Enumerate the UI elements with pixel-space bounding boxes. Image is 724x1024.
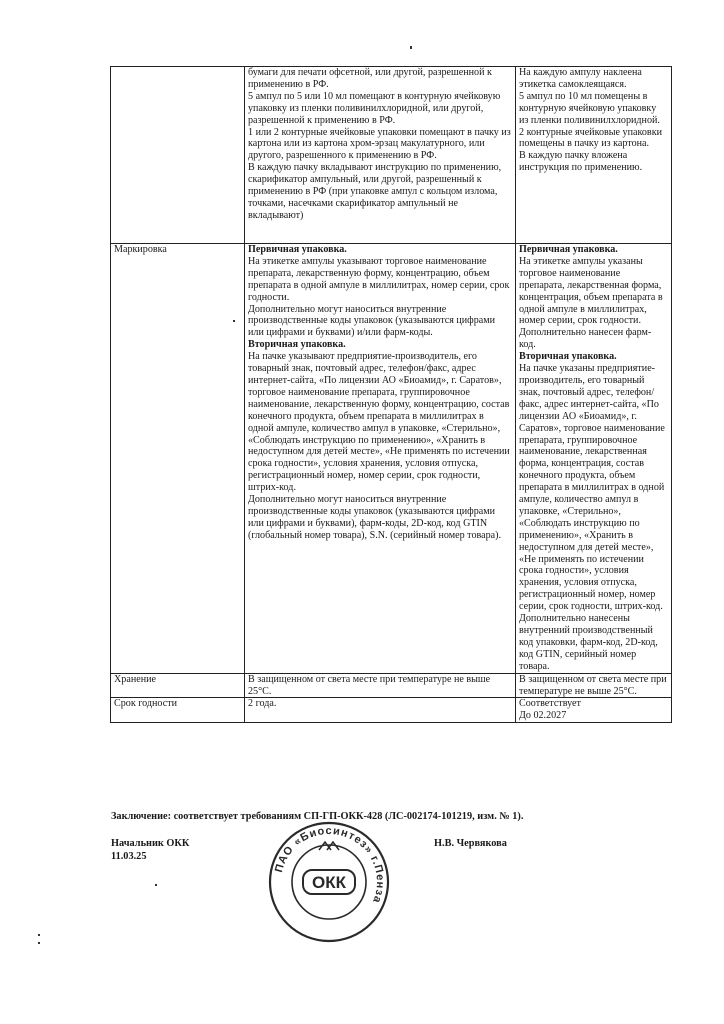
table-row-storage bbox=[111, 673, 672, 698]
okk-stamp bbox=[267, 820, 391, 944]
packaging-res-para: В каждую пачку вложена инструкция по применению. bbox=[519, 150, 643, 174]
marking-req-para: На пачке указывают предприятие-производитель, его товарный знак, почтовый адрес, телефон/факс, адрес интернет-сайта, «По лицензии АО «Биоамид», г. Саратов», торговое наименование препарата, группировочное наименование, лекарственную форму, концентрацию, состав конечного продукта, объем препарата в миллилитрах в одной ампуле, количество ампул в упаковке, «Стерильно», «Соблюдать инструкцию по применению», «Хранить в недоступном для детей месте», «Не применять по истечении срока годности», условия хранения, условия отпуска, регистрационный номер, номер серии, срок годности, штрих-код. bbox=[248, 351, 510, 494]
packaging-res-para: 2 контурные ячейковые упаковки помещены в пачку из картона. bbox=[519, 126, 662, 150]
signature-date: 11.03.25 bbox=[111, 850, 147, 862]
cell-marking-requirement bbox=[245, 244, 516, 674]
marking-res-para: Дополнительно нанесен фарм-код. bbox=[519, 327, 652, 351]
specification-table bbox=[110, 66, 672, 723]
scan-speck bbox=[155, 884, 157, 886]
marking-req-para: Дополнительно могут наноситься внутренние производственные коды упаковок (указываются цифрами или цифрами и буквами) и/или фарм-коды. bbox=[248, 303, 496, 339]
marking-req-para: Дополнительно могут наноситься внутренние производственные коды упаковок (указываются цифрами или цифрами и буквами), фарм-коды, 2D-код, код GTIN (глобальный номер товара), S.N. (серийный номер товара). bbox=[248, 494, 502, 541]
packaging-res-para: На каждую ампулу наклеена этикетка самоклеящаяся. bbox=[519, 67, 642, 90]
scan-speck bbox=[410, 46, 412, 49]
cell-shelf-life-result bbox=[516, 698, 672, 723]
marking-res-para: Дополнительно нанесены внутренний производственный код упаковки, фарм-код, 2D-код, код GTIN, серийный номер товара. bbox=[519, 613, 658, 672]
signer-name: Н.В. Червякова bbox=[434, 838, 507, 849]
table-row-packaging bbox=[111, 67, 672, 244]
cell-packaging-result bbox=[516, 67, 672, 244]
cell-label-empty bbox=[111, 67, 245, 244]
conclusion-text: Заключение: соответствует требованиям СП-ГП-ОКК-428 (ЛС-002174-101219, изм. № 1). bbox=[111, 811, 524, 822]
shelf-life-status: Соответствует bbox=[519, 698, 581, 710]
cell-storage-requirement: В защищенном от света месте при температуре не выше 25°С. bbox=[245, 673, 516, 698]
marking-req-para: На этикетке ампулы указывают торговое наименование препарата, лекарственную форму, концентрацию, объем препарата в одной ампуле в миллилитрах, номер серии, срок годности. bbox=[248, 255, 510, 303]
signature-block bbox=[111, 838, 189, 863]
table-row-marking bbox=[111, 244, 672, 674]
signer-position: Начальник ОКК bbox=[111, 838, 190, 849]
secondary-packaging-title: Вторичная упаковка. bbox=[519, 351, 617, 363]
primary-packaging-title: Первичная упаковка. bbox=[248, 244, 347, 255]
cell-label-storage: Хранение bbox=[111, 673, 245, 698]
stamp-ring-text: ПАО «Биосинтез» г.Пенза bbox=[272, 824, 387, 906]
packaging-req-para: 1 или 2 контурные ячейковые упаковки помещают в пачку из картона или из картона хром-эрзац макулатурного, или другого, разрешенного к применению в РФ. bbox=[248, 126, 511, 162]
table-row-shelf-life bbox=[111, 698, 672, 723]
cell-shelf-life-requirement: 2 года. bbox=[245, 698, 516, 723]
scan-speck bbox=[233, 320, 235, 322]
packaging-req-para: бумаги для печати офсетной, или другой, разрешенной к применению в РФ. bbox=[248, 67, 492, 90]
scan-speck bbox=[38, 934, 40, 936]
packaging-req-para: 5 ампул по 5 или 10 мл помещают в контурную ячейковую упаковку из пленки поливинилхлоридной, или другой, разрешенной к применению в РФ. bbox=[248, 90, 501, 126]
packaging-req-para: В каждую пачку вкладывают инструкцию по применению, скарификатор ампульный, или другой, разрешенный к применению в РФ (при упаковке ампул с кольцом излома, точками, насечками скарификатор ампульный не вкладывают) bbox=[248, 162, 502, 221]
packaging-res-para: 5 ампул по 10 мл помещены в контурную ячейковую упаковку из пленки поливинилхлоридной. bbox=[519, 90, 660, 126]
cell-marking-result bbox=[516, 244, 672, 674]
cell-packaging-requirement bbox=[245, 67, 516, 244]
cell-storage-result: В защищенном от света месте при температуре не выше 25°С. bbox=[516, 673, 672, 698]
marking-res-para: На пачке указаны предприятие-производитель, его товарный знак, почтовый адрес, телефон/факс, адрес интернет-сайта, «По лицензии АО «Биоамид», г. Саратов», торговое наименование препарата, группировочное наименование, лекарственная форма, концентрация, состав конечного продукта, объем препарата в миллилитрах в одной ампуле, количество ампул в упаковке, «Стерильно», «Соблюдать инструкцию по применению», «Хранить в недоступном для детей месте», «Не применять по истечении срока годности», условия хранения, условия отпуска, регистрационный номер, номер серии, срок годности, штрих-код. bbox=[519, 363, 665, 613]
cell-label-shelf-life: Срок годности bbox=[111, 698, 245, 723]
shelf-life-date: До 02.2027 bbox=[519, 710, 567, 722]
scan-speck bbox=[38, 942, 40, 944]
stamp-emblem-icon bbox=[319, 842, 339, 850]
secondary-packaging-title: Вторичная упаковка. bbox=[248, 339, 346, 351]
primary-packaging-title: Первичная упаковка. bbox=[519, 244, 618, 255]
marking-res-para: На этикетке ампулы указаны торговое наименование препарата, лекарственная форма, концентрация, объем препарата в одной ампуле в миллилитрах, номер серии, срок годности. bbox=[519, 255, 663, 327]
stamp-center-text: ОКК bbox=[312, 873, 346, 892]
cell-label-marking: Маркировка bbox=[111, 244, 245, 674]
